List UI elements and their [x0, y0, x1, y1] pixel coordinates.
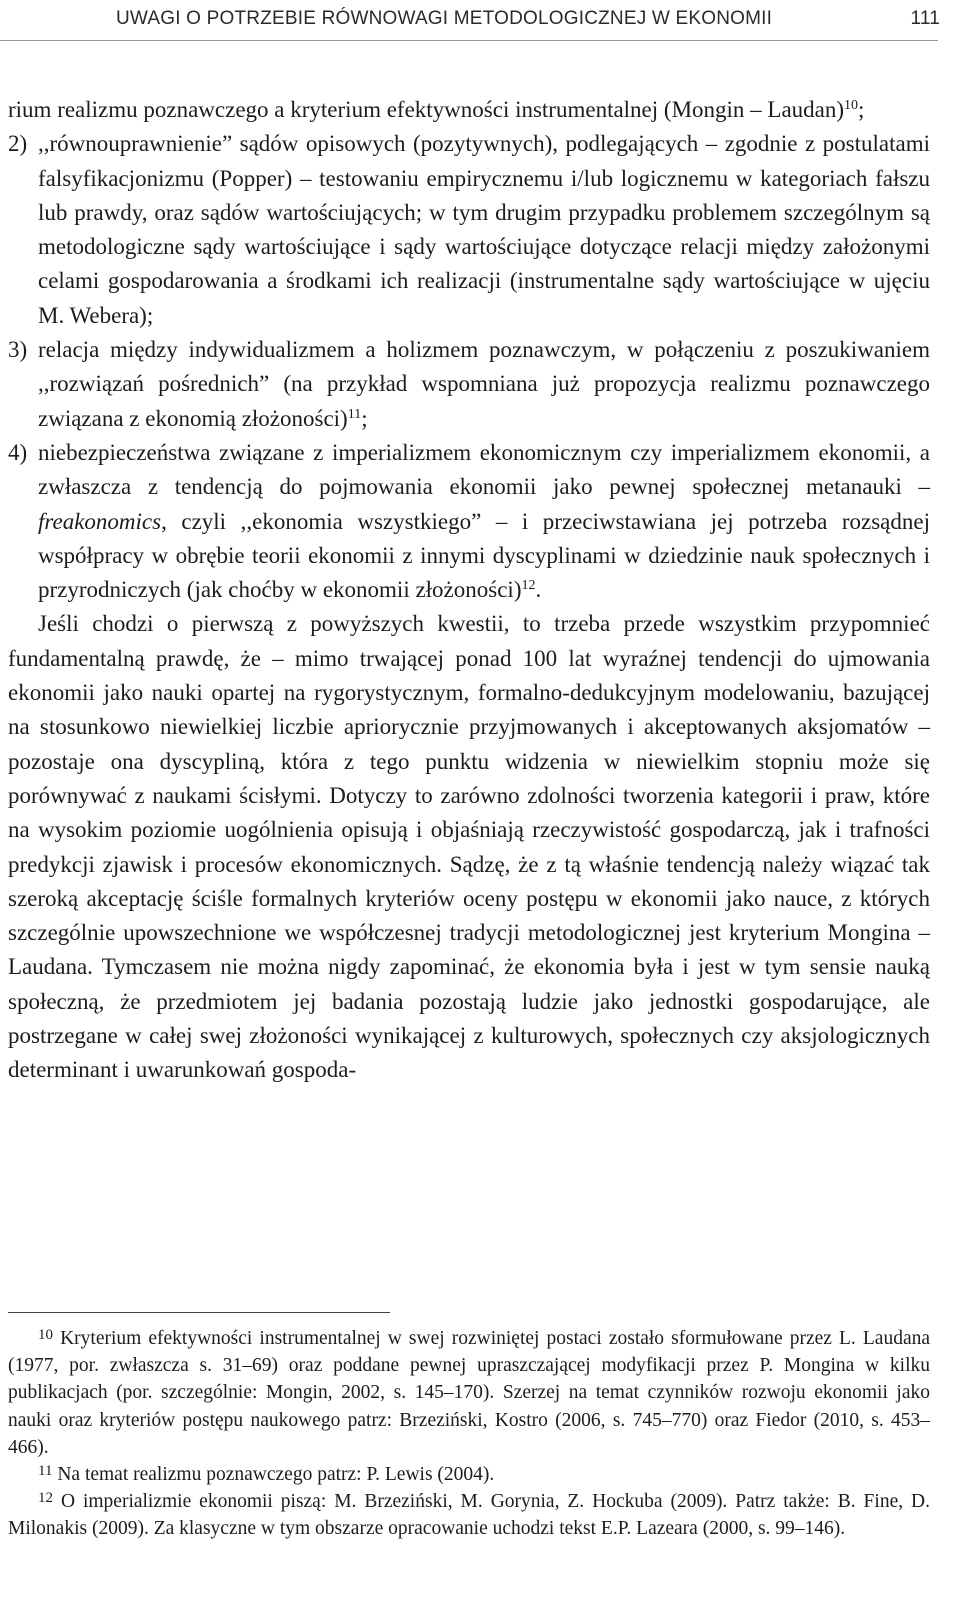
body-paragraph: Jeśli chodzi o pierwszą z powyższych kwestii, to trzeba przede wszystkim przypomnieć fundamentalną prawdę, że – mimo trwającej ponad 100 lat wyraźnej tendencji do ujmowania ekonomii jako nauki opartej na rygorystycznym, formalno-dedukcyjnym modelowaniu, bazującej na stosunkowo niewielkiej liczbie apriorycznie przyjmowanych i akceptowanych aksjomatów – pozostaje ona dyscypliną, która z tego punktu widzenia w niewielkim stopniu może się porównywać z naukami ścisłymi. Dotyczy to zarówno zdolności tworzenia kategorii i praw, które na wysokim poziomie uogólnienia opisują i objaśniają rzeczywistość gospodarczą, jak i trafności predykcji zjawisk i procesów ekonomicznych. Sądzę, że z tą właśnie tendencją należy wiązać tak szeroką akceptację ściśle formalnych kryteriów oceny postępu w ekonomii jako nauce, z których szczególnie upowszechnione we współczesnej tradycji metodologicznej jest kryterium Mongina – Laudana. Tymczasem nie można nigdy zapominać, że ekonomia była i jest w tym sensie nauką społeczną, że przedmiotem jej badania pozostają ludzie jako jednostki gospodarujące, ale postrzegane w całej swej złożoności wynikającej z kulturowych, społecznych czy aksjologicznych determinant i uwarunkowań gospoda- [8, 611, 930, 1083]
list-item-3: 3) relacja między indywidualizmem a holizmem poznawczym, w połączeniu z poszukiwaniem ,,rozwiązań pośrednich” (na przykład wspomniana już propozycja realizmu poznawczego związana z ekonomią złożoności)$^{11}$; [8, 333, 930, 436]
list-item-text: relacja między indywidualizmem a holizmem poznawczym, w połączeniu z poszukiwaniem ,,rozwiązań pośrednich” (na przykład wspomniana już propozycja realizmu poznawczego związana z ekonomią złożoności) [38, 337, 930, 431]
footnote-text: Na temat realizmu poznawczego patrz: P. Lewis (2004). [57, 1464, 495, 1486]
footnote-12 [8, 1488, 930, 1542]
list-item-number: 3) [8, 337, 28, 363]
footnote-ref-10[interactable]: 10 [844, 98, 859, 113]
list-item-number: 4) [8, 439, 28, 465]
footnote-11 [8, 1461, 930, 1488]
footnote-ref-12[interactable]: 12 [521, 578, 536, 594]
list-item-text: ,,równouprawnienie” sądów opisowych (pozytywnych), podlegających – zgodnie z postulatami falsyfikacjonizmu (Popper) – testowaniu empirycznemu i/lub logicznemu w kategoriach fałszu lub prawdy, oraz sądów wartościujących; w tym drugim przypadku problemem szczególnym są metodologiczne sądy wartościujące i sądy wartościujące dotyczące relacji między założonymi celami gospodarowania a środkami ich realizacji (instrumentalne sądy wartościujące w ujęciu M. Webera); [38, 131, 930, 328]
footnote-10 [8, 1325, 930, 1461]
list-continuation: rium realizmu poznawczego a kryterium efektywności instrumentalnej (Mongin – Laudan)$^{10}$; [8, 97, 865, 122]
italic-term: freakonomics [38, 508, 162, 534]
list-item-4: 4) niebezpieczeństwa związane z imperializmem ekonomicznym czy imperializmem ekonomii, a zwłaszcza z tendencją do pojmowania ekonomii jako pewnej społecznej metanauki – freakonomics, czyli ,,ekonomia wszystkiego” – i przeciwstawiana jej potrzeba rozsądnej współpracy w obrębie teorii ekonomii z innymi dyscyplinami w dziedzinie nauk społecznych i przyrodniczych (jak choćby w ekonomii złożoności)$^{12}$. [8, 436, 930, 607]
running-title: UWAGI O POTRZEBIE RÓWNOWAGI METODOLOGICZNEJ W EKONOMII [116, 8, 773, 29]
footnote-text: O imperializmie ekonomii piszą: M. Brzeziński, M. Gorynia, Z. Hockuba (2009). Patrz także: B. Fine, D. Milonakis (2009). Za klasyczne w tym obszarze opracowanie uchodzi tekst E.P. Lazeara (2000, s. 99–146). [8, 1491, 930, 1540]
list-item-number: 2) [8, 131, 28, 157]
main-text [8, 93, 930, 1088]
header-rule [0, 40, 938, 41]
list-item-2 [8, 127, 930, 333]
page-number: 111 [910, 8, 940, 29]
running-header [0, 0, 960, 44]
footnote-number: 10 [38, 1327, 53, 1343]
footnote-ref-11[interactable]: 11 [347, 406, 362, 422]
footnote-number: 12 [38, 1490, 53, 1507]
footnotes [8, 1325, 930, 1543]
footnote-number: 11 [38, 1463, 53, 1480]
footnote-text: Kryterium efektywności instrumentalnej w swej rozwiniętej postaci zostało sformułowane przez L. Laudana (1977, por. zwłaszcza s. 31–69) oraz poddane pewnej upraszczającej modyfikacji przez P. Mongina w kilku publikacjach (por. szczególnie: Mongin, 2002, s. 145–170). Szerzej na temat czynników rozwoju ekonomii jako nauki oraz kryteriów postępu naukowego patrz: Brzeziński, Kostro (2006, s. 745–770) oraz Fiedor (2010, s. 453–466). [8, 1328, 931, 1458]
footnote-separator [8, 1312, 390, 1313]
